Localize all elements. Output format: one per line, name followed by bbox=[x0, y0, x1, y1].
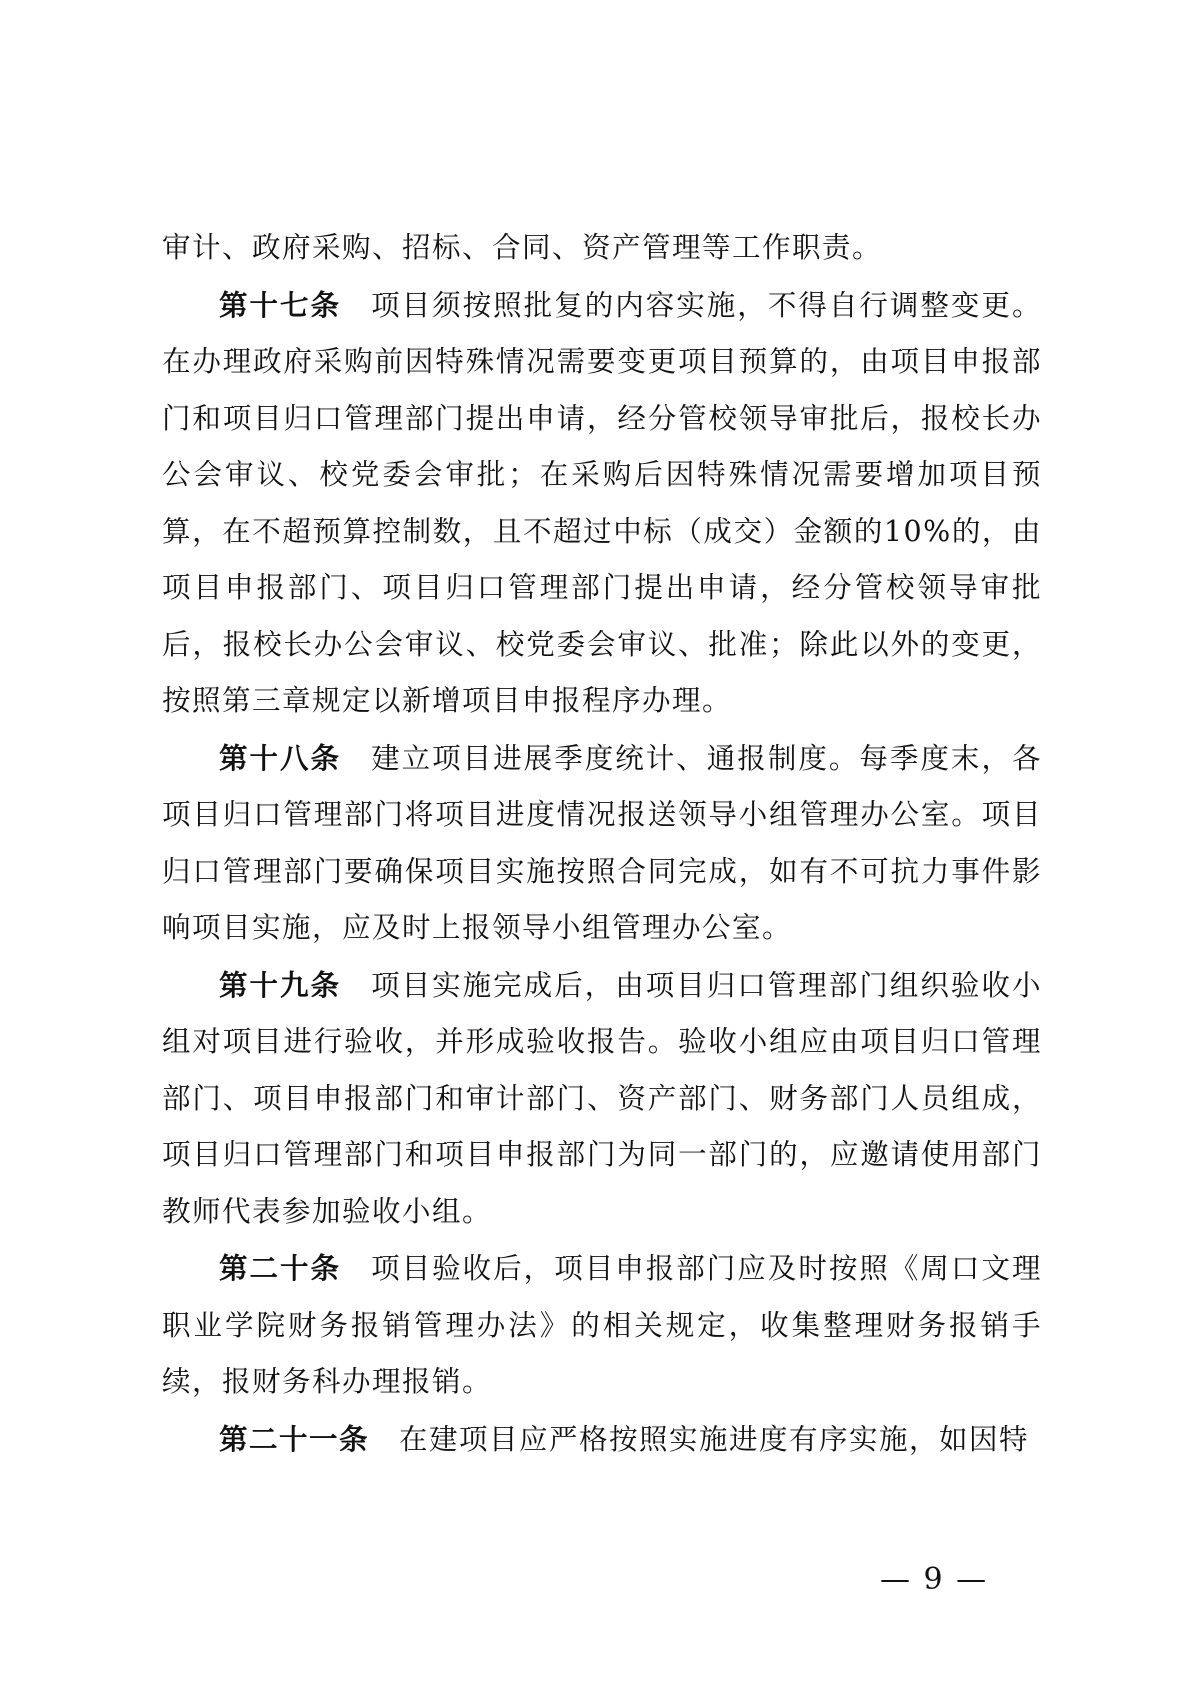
article-text: 在建项目应严格按照实施进度有序实施，如因特 bbox=[399, 1422, 1030, 1456]
page-number: — 9 — bbox=[880, 1562, 989, 1597]
article-heading: 第十七条 bbox=[219, 287, 342, 322]
article-heading: 第十八条 bbox=[219, 740, 342, 775]
article-21 bbox=[162, 1411, 1042, 1469]
article-text: 项目验收后，项目申报部门应及时按照《周口文理职业学院财务报销管理办法》的相关规定，收集整理财务报销手续，报财务科办理报销。 bbox=[162, 1252, 1042, 1398]
article-text: 项目实施完成后，由项目归口管理部门组织验收小组对项目进行验收，并形成验收报告。验收小组应由项目归口管理部门、项目申报部门和审计部门、资产部门、财务部门人员组成，项目归口管理部门和项目申报部门为同一部门的，应邀请使用部门教师代表参加验收小组。 bbox=[162, 968, 1042, 1228]
article-18 bbox=[162, 730, 1042, 957]
document-body bbox=[162, 220, 1042, 1468]
article-heading: 第二十一条 bbox=[219, 1421, 370, 1456]
article-text: 建立项目进展季度统计、通报制度。每季度末，各项目归口管理部门将项目进度情况报送领导小组管理办公室。项目归口管理部门要确保项目实施按照合同完成，如有不可抗力事件影响项目实施，应及时上报领导小组管理办公室。 bbox=[162, 741, 1042, 944]
article-19 bbox=[162, 957, 1042, 1241]
article-text: 项目须按照批复的内容实施，不得自行调整变更。在办理政府采购前因特殊情况需要变更项目预算的，由项目申报部门和项目归口管理部门提出申请，经分管校领导审批后，报校长办公会审议、校党委会审批；在采购后因特殊情况需要增加项目预算，在不超预算控制数，且不超过中标（成交）金额的10%的，由项目申报部门、项目归口管理部门提出申请，经分管校领导审批后，报校长办公会审议、校党委会审议、批准；除此以外的变更，按照第三章规定以新增项目申报程序办理。 bbox=[162, 288, 1042, 717]
paragraph-continuation bbox=[162, 220, 1042, 277]
article-heading: 第二十条 bbox=[219, 1251, 342, 1285]
article-heading: 第十九条 bbox=[219, 967, 342, 1002]
article-20 bbox=[162, 1240, 1042, 1411]
article-17 bbox=[162, 277, 1042, 730]
paragraph-text: 审计、政府采购、招标、合同、资产管理等工作职责。 bbox=[162, 231, 883, 264]
